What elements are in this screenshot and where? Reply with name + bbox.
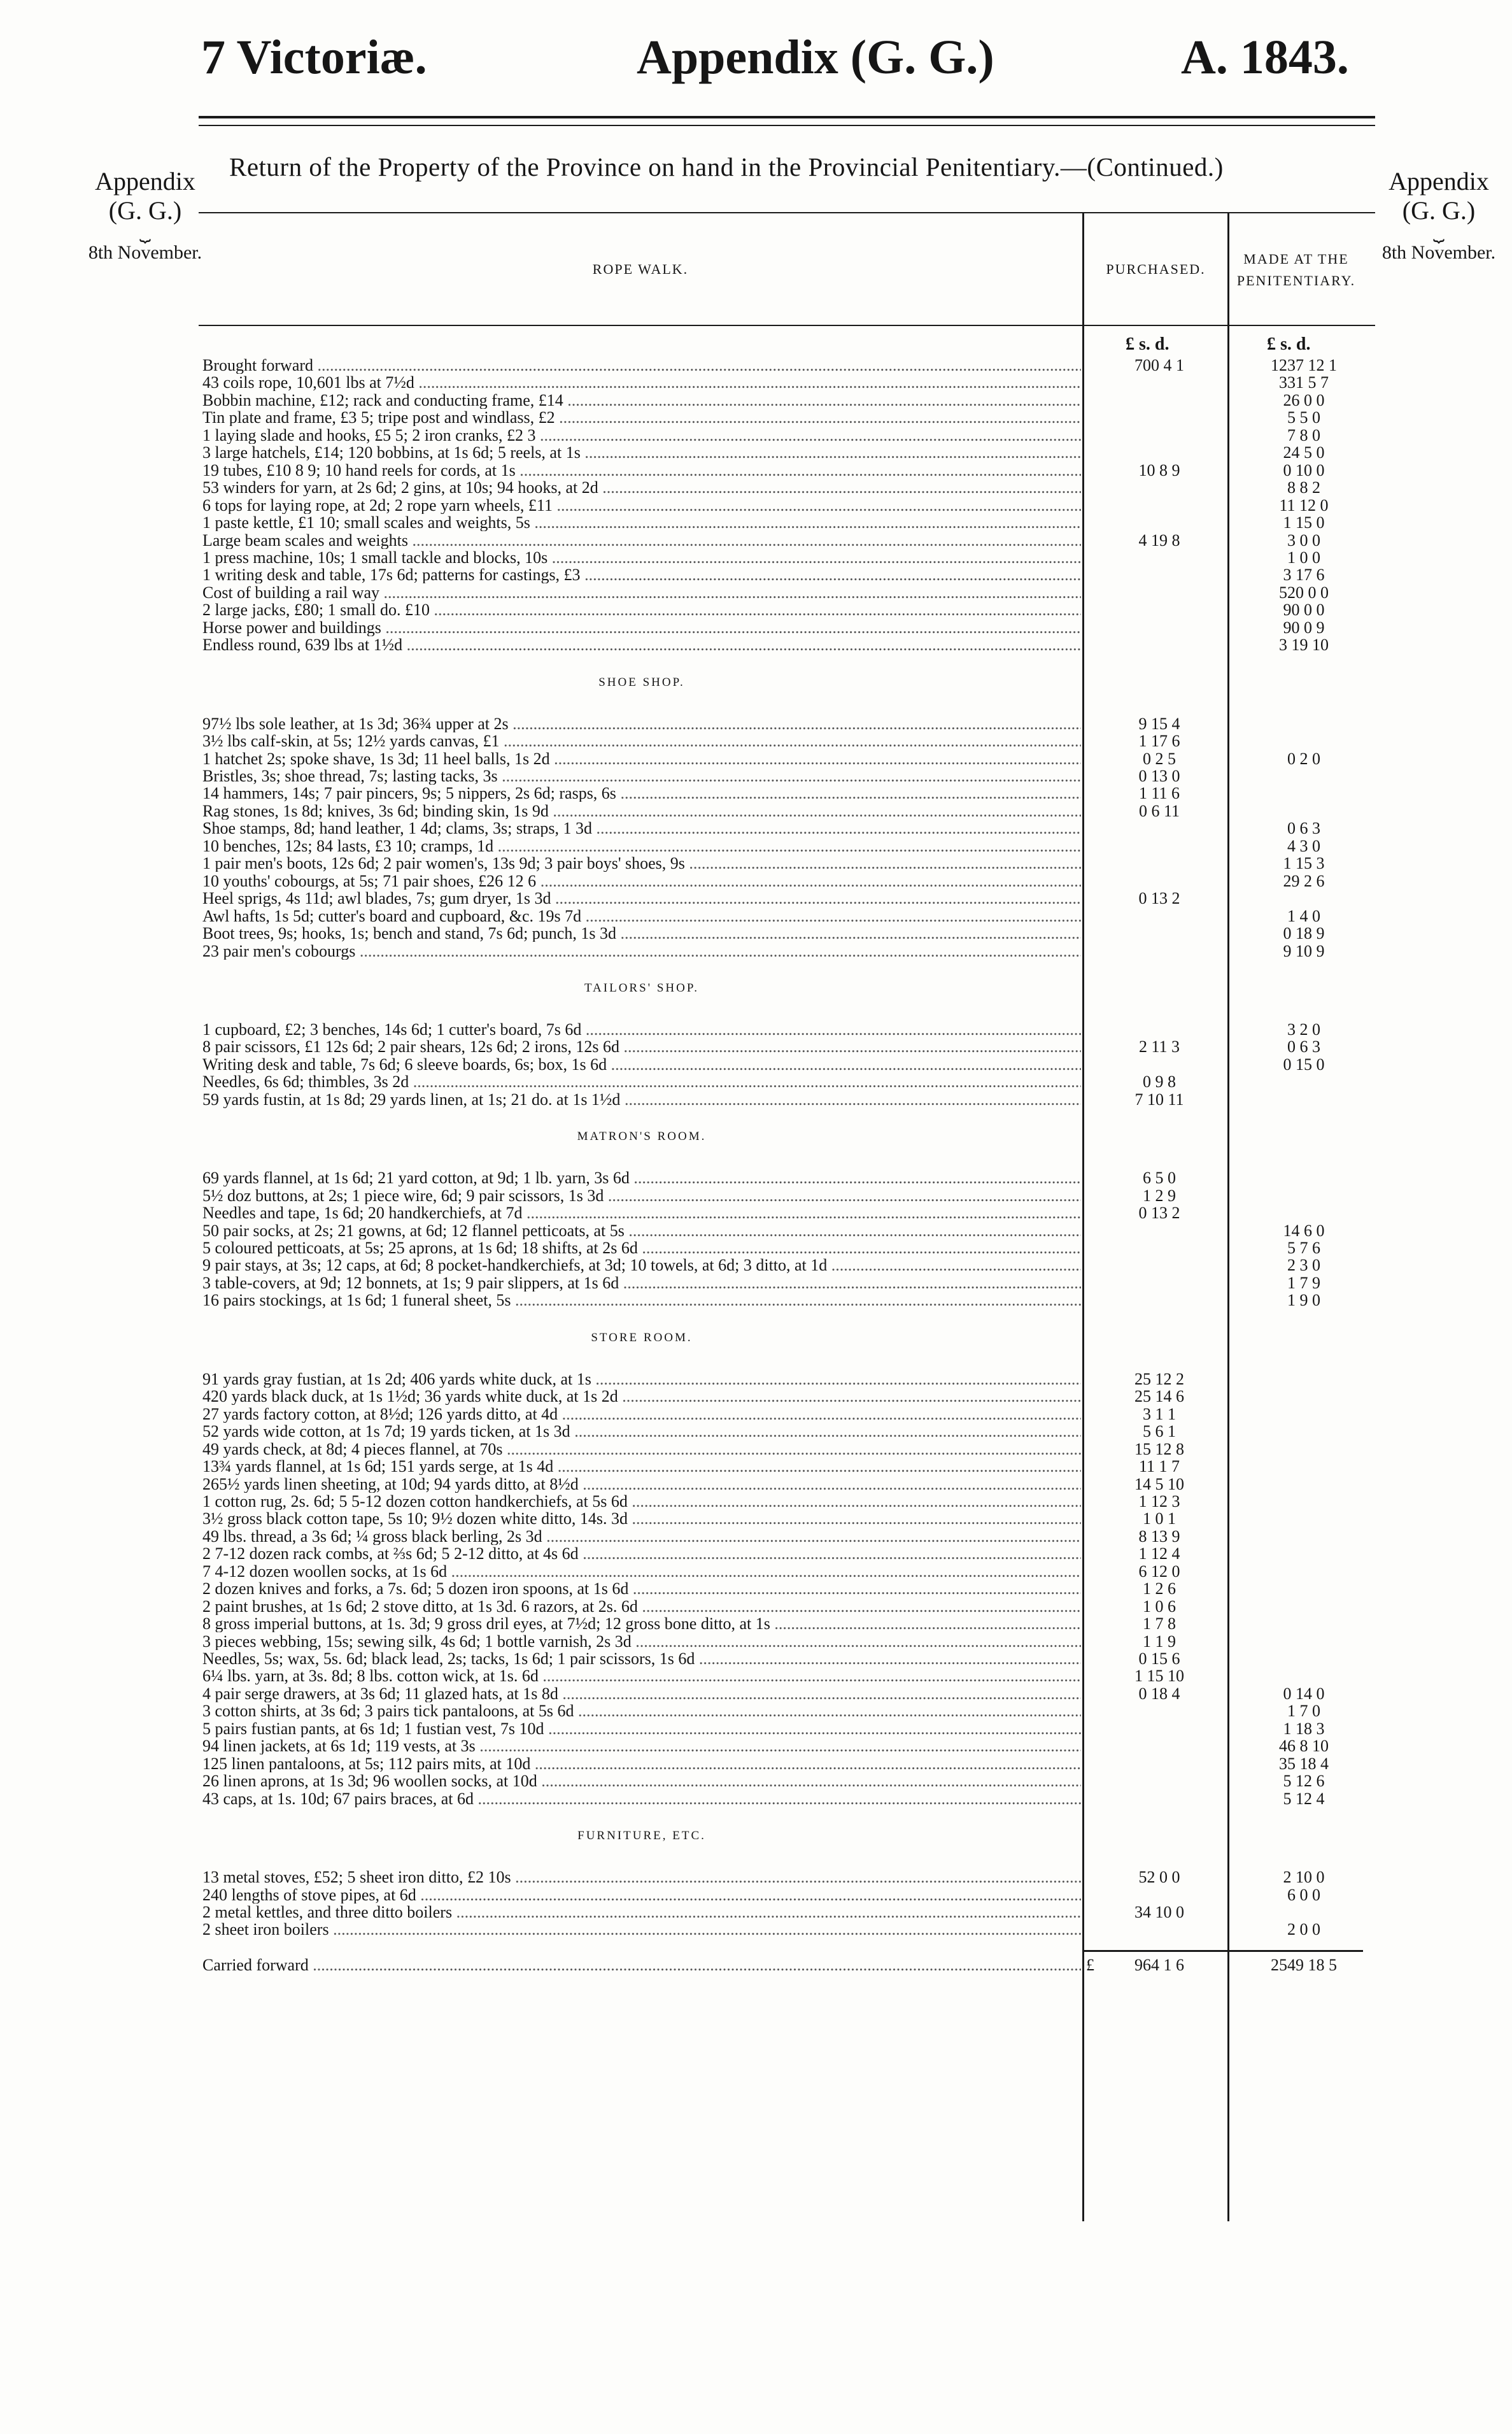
made-amount: 0 2 0 bbox=[1287, 749, 1320, 768]
row-description: 3 cotton shirts, at 3s 6d; 3 pairs tick pantaloons, at 5s 6d ..... bbox=[202, 1702, 1081, 1719]
row-description: 420 yards black duck, at 1s 1½d; 36 yards white duck, at 1s 2d ..... bbox=[202, 1388, 1081, 1405]
table-row bbox=[202, 514, 1374, 531]
row-description: 2 paint brushes, at 1s 6d; 2 stove ditto, at 1s 3d. 6 razors, at 2s. 6d ..... bbox=[202, 1598, 1081, 1615]
table-row bbox=[202, 1563, 1374, 1580]
column-header-made: MADE AT THE PENITENTIARY. bbox=[1236, 251, 1356, 288]
margin-date: 8th November. bbox=[1381, 242, 1496, 263]
table-row bbox=[202, 1406, 1374, 1423]
table-row bbox=[202, 392, 1374, 409]
row-description: 14 hammers, 14s; 7 pair pincers, 9s; 5 nippers, 2s 6d; rasps, 6s ..... bbox=[202, 785, 1081, 802]
row-description: 49 yards check, at 8d; 4 pieces flannel, at 70s ..... bbox=[202, 1441, 1081, 1458]
made-total: 2549 18 5 bbox=[1271, 1955, 1337, 1974]
row-description: Boot trees, 9s; hooks, 1s; bench and stand, 7s 6d; punch, 1s 3d ..... bbox=[202, 925, 1081, 942]
made-amount: 1 7 9 bbox=[1287, 1273, 1320, 1292]
purchased-amount: 0 18 4 bbox=[1138, 1684, 1180, 1703]
made-amount: 3 19 10 bbox=[1279, 636, 1329, 655]
row-description: Cost of building a rail way ..... bbox=[202, 584, 1081, 601]
row-description: 43 coils rope, 10,601 lbs at 7½d ..... bbox=[202, 374, 1081, 391]
table-row bbox=[202, 1904, 1374, 1921]
table-row bbox=[202, 872, 1374, 890]
column-header-purchased: PURCHASED. bbox=[1106, 261, 1206, 277]
table-row bbox=[202, 715, 1374, 732]
row-description: 1 paste kettle, £1 10; small scales and weights, 5s ..... bbox=[202, 514, 1081, 531]
margin-label: Appendix bbox=[95, 167, 195, 196]
row-description: Shoe stamps, 8d; hand leather, 1 4d; clams, 3s; straps, 1 3d ..... bbox=[202, 820, 1081, 837]
row-description: 26 linen aprons, at 1s 3d; 96 woollen socks, at 10d ..... bbox=[202, 1772, 1081, 1790]
made-amount: 3 0 0 bbox=[1287, 530, 1320, 550]
row-description: 52 yards wide cotton, at 1s 7d; 19 yards ticken, at 1s 3d ..... bbox=[202, 1423, 1081, 1440]
table-row bbox=[202, 925, 1374, 942]
table-row bbox=[202, 619, 1374, 636]
row-description: 94 linen jackets, at 6s 1d; 119 vests, at 3s ..... bbox=[202, 1737, 1081, 1754]
row-description: 5½ doz buttons, at 2s; 1 piece wire, 6d; 9 pair scissors, 1s 3d ..... bbox=[202, 1187, 1081, 1204]
row-description: 1 press machine, 10s; 1 small tackle and blocks, 10s ..... bbox=[202, 549, 1081, 566]
made-amount: 46 8 10 bbox=[1279, 1737, 1329, 1756]
table-rule-header bbox=[199, 325, 1375, 326]
margin-note-left bbox=[81, 167, 209, 267]
table-row bbox=[202, 549, 1374, 566]
table-row bbox=[202, 427, 1374, 444]
purchased-amount: 0 13 2 bbox=[1138, 1204, 1180, 1223]
total-rule-purchased bbox=[1084, 1950, 1227, 1952]
table-row bbox=[202, 820, 1374, 837]
made-amount: 2 3 0 bbox=[1287, 1256, 1320, 1275]
header-rule-top bbox=[199, 116, 1375, 118]
row-description: 7 4-12 dozen woollen socks, at 1s 6d ..... bbox=[202, 1563, 1081, 1580]
brace-glyph: ⏟ bbox=[1433, 221, 1445, 242]
table-row bbox=[202, 1256, 1374, 1274]
made-amount: 0 18 9 bbox=[1283, 924, 1325, 943]
row-description: Bobbin machine, £12; rack and conducting frame, £14 ..... bbox=[202, 392, 1081, 409]
purchased-amount: 1 12 3 bbox=[1138, 1491, 1180, 1511]
purchased-amount: 1 0 1 bbox=[1143, 1509, 1176, 1528]
purchased-amount: 8 13 9 bbox=[1138, 1527, 1180, 1546]
table-row bbox=[202, 1598, 1374, 1615]
purchased-amount: 7 10 11 bbox=[1134, 1090, 1184, 1109]
total-rule-made bbox=[1229, 1950, 1363, 1952]
table-row bbox=[202, 890, 1374, 907]
row-description: 59 yards fustin, at 1s 8d; 29 yards linen, at 1s; 21 do. at 1s 1½d ..... bbox=[202, 1091, 1081, 1108]
carried-forward-row bbox=[202, 1956, 1374, 1974]
made-amount: 2 10 0 bbox=[1283, 1868, 1325, 1887]
made-amount: 1 9 0 bbox=[1287, 1291, 1320, 1310]
row-description: Horse power and buildings ..... bbox=[202, 619, 1081, 636]
table-row bbox=[202, 1187, 1374, 1204]
purchased-amount: 1 12 4 bbox=[1138, 1544, 1180, 1563]
row-description: 1 cupboard, £2; 3 benches, 14s 6d; 1 cutter's board, 7s 6d ..... bbox=[202, 1021, 1081, 1038]
table-row bbox=[202, 1169, 1374, 1186]
row-description: 43 caps, at 1s. 10d; 67 pairs braces, at 6d ..... bbox=[202, 1790, 1081, 1807]
row-description: 13 metal stoves, £52; 5 sheet iron ditto, £2 10s ..... bbox=[202, 1868, 1081, 1886]
row-description: 2 7-12 dozen rack combs, at ⅔s 6d; 5 2-12 ditto, at 4s 6d ..... bbox=[202, 1545, 1081, 1562]
made-amount: 520 0 0 bbox=[1279, 583, 1329, 602]
row-description: Bristles, 3s; shoe thread, 7s; lasting tacks, 3s ..... bbox=[202, 767, 1081, 785]
header-center: Appendix (G. G.) bbox=[637, 31, 994, 84]
made-amount: 11 12 0 bbox=[1279, 495, 1329, 515]
table-row bbox=[202, 444, 1374, 461]
purchased-amount: 15 12 8 bbox=[1134, 1439, 1184, 1458]
row-description: 3 large hatchels, £14; 120 bobbins, at 1s 6d; 5 reels, at 1s ..... bbox=[202, 444, 1081, 461]
margin-note-right bbox=[1375, 167, 1502, 267]
purchased-amount: 1 15 10 bbox=[1134, 1667, 1184, 1686]
made-amount: 0 6 3 bbox=[1287, 819, 1320, 838]
table-row bbox=[202, 409, 1374, 426]
table-row bbox=[202, 1441, 1374, 1458]
row-description: 23 pair men's cobourgs ..... bbox=[202, 943, 1081, 960]
made-amount: 90 0 9 bbox=[1283, 618, 1325, 637]
purchased-amount: 2 11 3 bbox=[1138, 1037, 1180, 1057]
table-row bbox=[202, 1021, 1374, 1038]
purchased-amount: 52 0 0 bbox=[1138, 1868, 1180, 1887]
purchased-amount: 0 6 11 bbox=[1138, 801, 1180, 820]
table-row bbox=[202, 1204, 1374, 1221]
made-amount: 8 8 2 bbox=[1287, 478, 1320, 497]
table-row bbox=[202, 837, 1374, 855]
table-row bbox=[202, 357, 1374, 374]
purchased-amount: 700 4 1 bbox=[1134, 356, 1184, 374]
row-description: 1 hatchet 2s; spoke shave, 1s 3d; 11 heel balls, 1s 2d ..... bbox=[202, 750, 1081, 767]
made-amount: 35 18 4 bbox=[1279, 1754, 1329, 1773]
table-row bbox=[202, 532, 1374, 549]
purchased-amount: 10 8 9 bbox=[1138, 460, 1180, 480]
row-description: 91 yards gray fustian, at 1s 2d; 406 yards white duck, at 1s ..... bbox=[202, 1370, 1081, 1388]
table-row bbox=[202, 1493, 1374, 1510]
table-row bbox=[202, 1476, 1374, 1493]
made-amount: 1 4 0 bbox=[1287, 906, 1320, 925]
row-description: 2 metal kettles, and three ditto boilers ..... bbox=[202, 1904, 1081, 1921]
row-description: 8 gross imperial buttons, at 1s. 3d; 9 gross dril eyes, at 7½d; 12 gross bone ditto, at 1s ..... bbox=[202, 1615, 1081, 1632]
table-row bbox=[202, 1222, 1374, 1239]
purchased-total: 964 1 6 bbox=[1134, 1955, 1184, 1974]
row-description: 6¼ lbs. yarn, at 3s. 8d; 8 lbs. cotton wick, at 1s. 6d ..... bbox=[202, 1667, 1081, 1684]
row-description: 125 linen pantaloons, at 5s; 112 pairs mits, at 10d ..... bbox=[202, 1755, 1081, 1772]
row-description: 53 winders for yarn, at 2s 6d; 2 gins, at 10s; 94 hooks, at 2d ..... bbox=[202, 479, 1081, 496]
header-rule-bottom bbox=[199, 125, 1375, 126]
table-row bbox=[202, 636, 1374, 653]
table-row bbox=[202, 907, 1374, 925]
purchased-amount: 1 0 6 bbox=[1143, 1597, 1176, 1616]
purchased-amount: 0 13 2 bbox=[1138, 889, 1180, 908]
purchased-amount: 1 11 6 bbox=[1138, 784, 1180, 803]
purchased-amount: 25 12 2 bbox=[1134, 1369, 1184, 1388]
made-amount: 1 0 0 bbox=[1287, 548, 1320, 567]
purchased-amount: 4 19 8 bbox=[1138, 530, 1180, 550]
table-row bbox=[202, 1073, 1374, 1090]
header-right: A. 1843. bbox=[1181, 31, 1349, 84]
row-description: 265½ yards linen sheeting, at 10d; 94 yards ditto, at 8½d ..... bbox=[202, 1476, 1081, 1493]
row-description: Large beam scales and weights ..... bbox=[202, 532, 1081, 549]
made-amount: 5 12 6 bbox=[1283, 1772, 1325, 1791]
table-row bbox=[202, 1737, 1374, 1754]
table-row bbox=[202, 1772, 1374, 1790]
purchased-amount: 1 1 9 bbox=[1143, 1632, 1176, 1651]
row-description: 69 yards flannel, at 1s 6d; 21 yard cotton, at 9d; 1 lb. yarn, 3s 6d ..... bbox=[202, 1169, 1081, 1186]
purchased-amount: 9 15 4 bbox=[1138, 714, 1180, 733]
row-description: Tin plate and frame, £3 5; tripe post and windlass, £2 ..... bbox=[202, 409, 1081, 426]
row-description: 2 sheet iron boilers ..... bbox=[202, 1921, 1081, 1938]
table-row bbox=[202, 1292, 1374, 1309]
row-description: 3 pieces webbing, 15s; sewing silk, 4s 6d; 1 bottle varnish, 2s 3d ..... bbox=[202, 1633, 1081, 1650]
table-row bbox=[202, 1790, 1374, 1807]
purchased-amount: 1 7 8 bbox=[1143, 1614, 1176, 1633]
purchased-amount: 11 1 7 bbox=[1138, 1457, 1180, 1476]
row-description: 10 youths' cobourgs, at 5s; 71 pair shoes, £26 12 6 ..... bbox=[202, 872, 1081, 890]
table-row bbox=[202, 1580, 1374, 1597]
made-amount: 90 0 0 bbox=[1283, 601, 1325, 620]
row-description: 1 laying slade and hooks, £5 5; 2 iron cranks, £2 3 ..... bbox=[202, 427, 1081, 444]
row-description: 2 large jacks, £80; 1 small do. £10 ..... bbox=[202, 601, 1081, 618]
purchased-amount: 6 5 0 bbox=[1143, 1169, 1176, 1188]
table-row bbox=[202, 732, 1374, 750]
row-description: 19 tubes, £10 8 9; 10 hand reels for cords, at 1s ..... bbox=[202, 462, 1081, 479]
section-heading: SHOE SHOP. bbox=[598, 675, 685, 689]
table-row bbox=[202, 1633, 1374, 1650]
table-row bbox=[202, 1545, 1374, 1562]
purchased-amount: 5 6 1 bbox=[1143, 1422, 1176, 1441]
row-description: 97½ lbs sole leather, at 1s 3d; 36¾ upper at 2s ..... bbox=[202, 715, 1081, 732]
table-row bbox=[202, 1239, 1374, 1256]
units-made: £ s. d. bbox=[1267, 334, 1311, 354]
row-description: 27 yards factory cotton, at 8½d; 126 yards ditto, at 4d ..... bbox=[202, 1406, 1081, 1423]
table-row bbox=[202, 802, 1374, 820]
table-row bbox=[202, 1370, 1374, 1388]
table-row bbox=[202, 1868, 1374, 1886]
purchased-amount: 0 15 6 bbox=[1138, 1649, 1180, 1668]
purchased-amount: 25 14 6 bbox=[1134, 1387, 1184, 1406]
made-amount: 3 2 0 bbox=[1287, 1020, 1320, 1039]
row-description: Writing desk and table, 7s 6d; 6 sleeve boards, 6s; box, 1s 6d ..... bbox=[202, 1056, 1081, 1073]
table-row bbox=[202, 1650, 1374, 1667]
made-amount: 0 10 0 bbox=[1283, 460, 1325, 480]
units-purchased: £ s. d. bbox=[1126, 334, 1169, 354]
row-description: 10 benches, 12s; 84 lasts, £3 10; cramps, 1d ..... bbox=[202, 837, 1081, 855]
row-description: 13¾ yards flannel, at 1s 6d; 151 yards serge, at 1s 4d ..... bbox=[202, 1458, 1081, 1475]
made-amount: 0 6 3 bbox=[1287, 1037, 1320, 1057]
row-description: Needles and tape, 1s 6d; 20 handkerchiefs, at 7d ..... bbox=[202, 1204, 1081, 1221]
made-amount: 0 15 0 bbox=[1283, 1055, 1325, 1074]
table-row bbox=[202, 1615, 1374, 1632]
header-left: 7 Victoriæ. bbox=[201, 31, 427, 84]
table-row bbox=[202, 497, 1374, 514]
made-amount: 26 0 0 bbox=[1283, 390, 1325, 409]
made-amount: 331 5 7 bbox=[1279, 373, 1329, 392]
return-title: Return of the Property of the Province on hand in the Provincial Penitentiary.—(Continued.) bbox=[229, 152, 1224, 181]
row-description: 49 lbs. thread, a 3s 6d; ¼ gross black berling, 2s 3d ..... bbox=[202, 1528, 1081, 1545]
made-amount: 1 18 3 bbox=[1283, 1719, 1325, 1738]
row-description: 16 pairs stockings, at 1s 6d; 1 funeral sheet, 5s ..... bbox=[202, 1292, 1081, 1309]
made-amount: 4 3 0 bbox=[1287, 836, 1320, 855]
row-description: 3½ lbs calf-skin, at 5s; 12½ yards canvas, £1 ..... bbox=[202, 732, 1081, 750]
purchased-amount: 14 5 10 bbox=[1134, 1474, 1184, 1493]
row-description: 1 cotton rug, 2s. 6d; 5 5-12 dozen cotton handkerchiefs, at 5s 6d ..... bbox=[202, 1493, 1081, 1510]
purchased-amount: 1 2 9 bbox=[1143, 1186, 1176, 1205]
table-row bbox=[202, 1056, 1374, 1073]
made-amount: 5 5 0 bbox=[1287, 408, 1320, 427]
table-row bbox=[202, 566, 1374, 583]
purchased-amount: 0 2 5 bbox=[1143, 749, 1176, 768]
table-row bbox=[202, 1388, 1374, 1405]
table-row bbox=[202, 1458, 1374, 1475]
table-row bbox=[202, 479, 1374, 496]
row-description: Rag stones, 1s 8d; knives, 3s 6d; binding skin, 1s 9d ..... bbox=[202, 802, 1081, 820]
purchased-amount: 1 17 6 bbox=[1138, 732, 1180, 751]
table-row bbox=[202, 1921, 1374, 1938]
row-description: 3½ gross black cotton tape, 5s 10; 9½ dozen white ditto, 14s. 3d ..... bbox=[202, 1510, 1081, 1527]
section-heading: STORE ROOM. bbox=[591, 1330, 693, 1344]
row-description: 8 pair scissors, £1 12s 6d; 2 pair shears, 12s 6d; 2 irons, 12s 6d ..... bbox=[202, 1038, 1081, 1055]
made-amount: 7 8 0 bbox=[1287, 425, 1320, 445]
column-header-section: ROPE WALK. bbox=[592, 261, 689, 277]
table-row bbox=[202, 1886, 1374, 1904]
row-description: 5 coloured petticoats, at 5s; 25 aprons, at 1s 6d; 18 shifts, at 2s 6d ..... bbox=[202, 1239, 1081, 1256]
table-row bbox=[202, 1091, 1374, 1108]
table-row bbox=[202, 1667, 1374, 1684]
table-row bbox=[202, 584, 1374, 601]
made-amount: 3 17 6 bbox=[1283, 566, 1325, 585]
brace-glyph: ⏟ bbox=[139, 221, 151, 242]
made-amount: 24 5 0 bbox=[1283, 443, 1325, 462]
table-row bbox=[202, 1510, 1374, 1527]
row-description: 240 lengths of stove pipes, at 6d ..... bbox=[202, 1886, 1081, 1904]
section-heading: MATRON'S ROOM. bbox=[577, 1130, 707, 1144]
purchased-amount: 0 9 8 bbox=[1143, 1072, 1176, 1092]
table-row bbox=[202, 767, 1374, 785]
purchased-amount: 34 10 0 bbox=[1134, 1902, 1184, 1921]
section-heading: FURNITURE, ETC. bbox=[577, 1829, 706, 1843]
row-description: 2 dozen knives and forks, a 7s. 6d; 5 dozen iron spoons, at 1s 6d ..... bbox=[202, 1580, 1081, 1597]
purchased-amount: 3 1 1 bbox=[1143, 1404, 1176, 1423]
made-amount: 5 7 6 bbox=[1287, 1239, 1320, 1257]
purchased-amount: 1 2 6 bbox=[1143, 1579, 1176, 1598]
row-description: 4 pair serge drawers, at 3s 6d; 11 glazed hats, at 1s 8d ..... bbox=[202, 1685, 1081, 1702]
row-description: 1 writing desk and table, 17s 6d; patterns for castings, £3 ..... bbox=[202, 566, 1081, 583]
table-row bbox=[202, 374, 1374, 391]
row-description: 9 pair stays, at 3s; 12 caps, at 6d; 8 pocket-handkerchiefs, at 3d; 10 towels, at 6d; 3 ditto, at 1d ..... bbox=[202, 1256, 1081, 1274]
made-amount: 2 0 0 bbox=[1287, 1920, 1320, 1939]
table-rule-top bbox=[199, 212, 1375, 213]
margin-date: 8th November. bbox=[88, 242, 202, 263]
row-description: Endless round, 639 lbs at 1½d ..... bbox=[202, 636, 1081, 653]
table-row bbox=[202, 943, 1374, 960]
row-description: 50 pair socks, at 2s; 21 gowns, at 6d; 12 flannel petticoats, at 5s ..... bbox=[202, 1222, 1081, 1239]
table-row bbox=[202, 462, 1374, 479]
table-row bbox=[202, 1423, 1374, 1440]
made-amount: 9 10 9 bbox=[1283, 941, 1325, 960]
margin-label: Appendix bbox=[1388, 167, 1489, 196]
row-description: Brought forward ..... bbox=[202, 357, 1081, 374]
table-row bbox=[202, 601, 1374, 618]
row-description: Needles, 6s 6d; thimbles, 3s 2d ..... bbox=[202, 1073, 1081, 1090]
table-row bbox=[202, 855, 1374, 872]
row-description: Needles, 5s; wax, 5s. 6d; black lead, 2s; tacks, 1s 6d; 1 pair scissors, 1s 6d ..... bbox=[202, 1650, 1081, 1667]
made-amount: 1 15 3 bbox=[1283, 854, 1325, 873]
row-description: 1 pair men's boots, 12s 6d; 2 pair women's, 13s 9d; 3 pair boys' shoes, 9s ..... bbox=[202, 855, 1081, 872]
table-row bbox=[202, 1274, 1374, 1292]
made-amount: 1237 12 1 bbox=[1271, 356, 1337, 374]
table-row bbox=[202, 1038, 1374, 1055]
made-amount: 1 7 0 bbox=[1287, 1702, 1320, 1721]
row-description: 6 tops for laying rope, at 2d; 2 rope yarn wheels, £11 ..... bbox=[202, 497, 1081, 514]
row-description: Heel sprigs, 4s 11d; awl blades, 7s; gum dryer, 1s 3d ..... bbox=[202, 890, 1081, 907]
purchased-amount: 6 12 0 bbox=[1138, 1562, 1180, 1581]
made-amount: 14 6 0 bbox=[1283, 1221, 1325, 1240]
row-description: 3 table-covers, at 9d; 12 bonnets, at 1s; 9 pair slippers, at 1s 6d ..... bbox=[202, 1274, 1081, 1292]
table-row bbox=[202, 1755, 1374, 1772]
section-heading: TAILORS' SHOP. bbox=[584, 981, 700, 995]
made-amount: 29 2 6 bbox=[1283, 871, 1325, 890]
made-amount: 6 0 0 bbox=[1287, 1885, 1320, 1904]
table-row bbox=[202, 1702, 1374, 1719]
table-row bbox=[202, 785, 1374, 802]
table-row bbox=[202, 1528, 1374, 1545]
made-amount: 1 15 0 bbox=[1283, 513, 1325, 532]
row-description: 5 pairs fustian pants, at 6s 1d; 1 fustian vest, 7s 10d ..... bbox=[202, 1720, 1081, 1737]
table-row bbox=[202, 1685, 1374, 1702]
margin-sub: (G. G.) bbox=[108, 196, 182, 225]
made-amount: 5 12 4 bbox=[1283, 1789, 1325, 1808]
purchased-amount: 0 13 0 bbox=[1138, 767, 1180, 785]
row-description: Carried forward ..... bbox=[202, 1956, 1081, 1974]
table-row bbox=[202, 750, 1374, 767]
row-description: Awl hafts, 1s 5d; cutter's board and cupboard, &c. 19s 7d ..... bbox=[202, 907, 1081, 925]
made-amount: 0 14 0 bbox=[1283, 1684, 1325, 1703]
table-row bbox=[202, 1720, 1374, 1737]
currency-sign: £ bbox=[1086, 1955, 1094, 1974]
margin-sub: (G. G.) bbox=[1402, 196, 1476, 225]
